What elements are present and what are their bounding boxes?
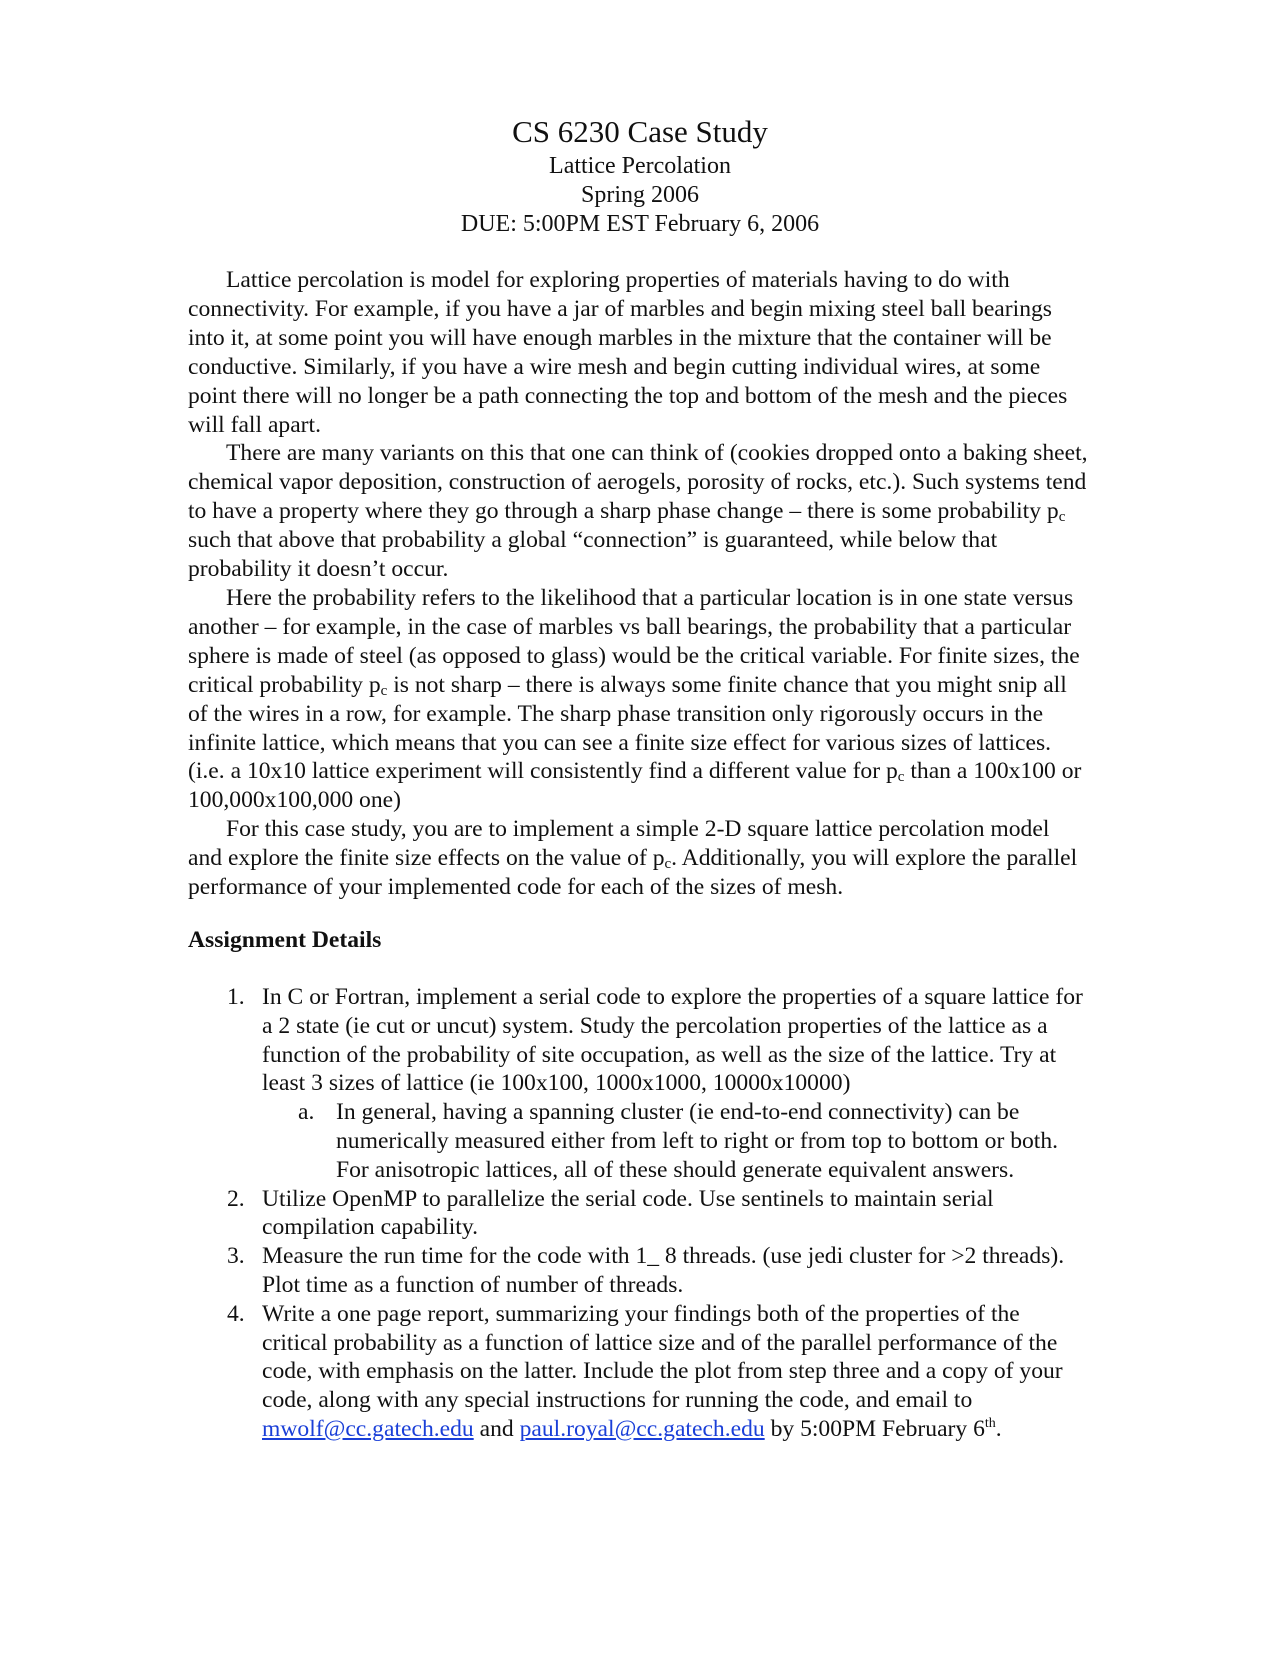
intro-paragraph-4-part-b: . Additionally, you will explore the parallel performance of your implemented code for each of the sizes of mesh.	[188, 845, 1078, 901]
item-text: In C or Fortran, implement a serial code to explore the properties of a square lattice for a 2 state (ie cut or uncut) system. Study the percolation properties of the lattice as a function of the probability of site occupation, as well as the size of the lattice. Try at least 3 sizes of lattice (ie 100x100, 1000x1000, 10000x10000)	[262, 984, 1083, 1097]
intro-paragraph-3	[188, 584, 1088, 815]
subscript-c: c	[380, 682, 388, 699]
assignment-item	[188, 1185, 1088, 1243]
document-semester: Spring 2006	[580, 182, 699, 208]
intro-paragraph-2-part-b: such that above that probability a global “connection” is guaranteed, while below that probability it doesn’t occur.	[188, 527, 998, 583]
subitem-letter: a.	[298, 1099, 315, 1126]
intro-paragraph-3-part-b: is not sharp – there is always some finite chance that you might snip all of the wires in a row, for example. The sharp phase transition only rigorously occurs in the infinite lattice, which means that you can see a finite size effect for various sizes of lattices. (i.e. a 10x10 lattice experiment will consistently find a different value for p	[188, 671, 1067, 785]
deadline-text: by 5:00PM February 6	[764, 1415, 985, 1442]
email-link-mwolf[interactable]: mwolf@cc.gatech.edu	[262, 1415, 474, 1442]
due-date: DUE: 5:00PM EST February 6, 2006	[460, 211, 820, 237]
assignment-item	[188, 1300, 1088, 1444]
assignment-item	[188, 983, 1088, 1185]
intro-paragraph-1: Lattice percolation is model for exploring properties of materials having to do with connectivity. For example, if you have a jar of marbles and begin mixing steel ball bearings into it, at some point you will have enough marbles in the mixture that the container will be conductive. Similarly, if you have a wire mesh and begin cutting individual wires, at some point there will no longer be a path connecting the top and bottom of the mesh and the pieces will fall apart.	[188, 267, 1068, 438]
assignment-subitem	[262, 1098, 1088, 1184]
period: .	[995, 1415, 1002, 1442]
document-title: CS 6230 Case Study	[512, 114, 768, 149]
subscript-c: c	[664, 856, 672, 873]
intro-paragraph-2-part-a: There are many variants on this that one can think of (cookies dropped onto a baking sheet, chemical vapor deposition, construction of aerogels, porosity of rocks, etc.). Such systems tend to have a property where they go through a sharp phase change – there is some probability p	[188, 440, 1088, 525]
item-number: 1.	[227, 984, 245, 1010]
item-number: 2.	[227, 1185, 245, 1212]
intro-paragraph-3-part-c: than a 100x100 or 100,000x100,000 one)	[188, 758, 1082, 814]
assignment-list	[188, 983, 1088, 1444]
subscript-c: c	[897, 769, 905, 786]
intro-paragraph-3-part-a: Here the probability refers to the likelihood that a particular location is in one state versus another – for example, in the case of marbles vs ball bearings, the probability that a particular sphere is made of steel (as opposed to glass) would be the critical variable. For finite sizes, the critical probability p	[188, 584, 1080, 698]
document-subtitle: Lattice Percolation	[549, 153, 731, 179]
item-text: Utilize OpenMP to parallelize the serial code. Use sentinels to maintain serial compilation capability.	[262, 1185, 994, 1241]
subscript-c: c	[1058, 509, 1066, 526]
superscript-th: th	[984, 1415, 996, 1431]
intro-section	[188, 266, 1088, 902]
assignment-heading: Assignment Details	[188, 927, 382, 953]
intro-paragraph-4	[188, 815, 1088, 902]
intro-paragraph-2	[188, 439, 1088, 584]
item-number: 3.	[227, 1243, 245, 1270]
subitem-text: In general, having a spanning cluster (ie end-to-end connectivity) can be numerically measured either from left to right or from top to bottom or both. For anisotropic lattices, all of these should generate equivalent answers.	[336, 1099, 1059, 1183]
email-link-paul-royal[interactable]: paul.royal@cc.gatech.edu	[519, 1415, 765, 1442]
item-number: 4.	[227, 1300, 245, 1327]
intro-paragraph-4-part-a: For this case study, you are to implement a simple 2-D square lattice percolation model and explore the finite size effects on the value of p	[188, 816, 1050, 872]
and-text: and	[473, 1415, 520, 1442]
item-text: Write a one page report, summarizing your findings both of the properties of the critical probability as a function of lattice size and of the parallel performance of the code, with emphasis on the latter. Include the plot from step three and a copy of your code, along with any special instructions for running the code, and email to	[262, 1300, 1063, 1414]
item-text: Measure the run time for the code with 1_ 8 threads. (use jedi cluster for >2 threads). Plot time as a function of number of threads.	[262, 1243, 1065, 1298]
assignment-item	[188, 1242, 1088, 1300]
